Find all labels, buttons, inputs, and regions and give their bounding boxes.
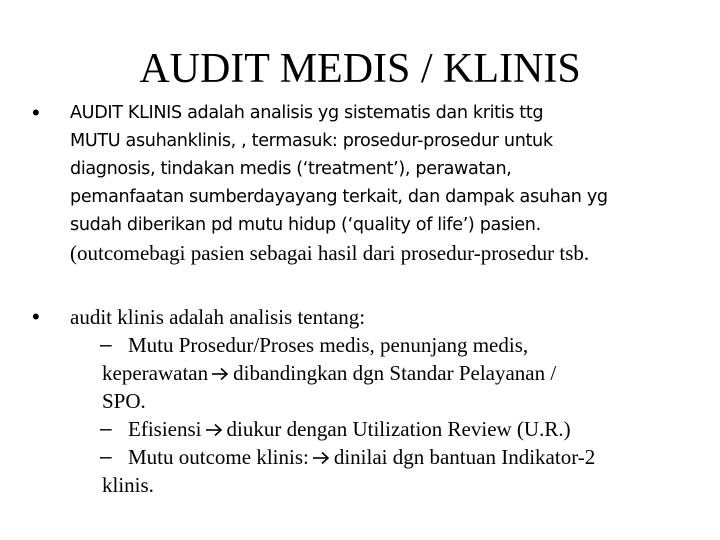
subitem2-line-1 — [128, 415, 571, 443]
bullet1-line-6: (outcomebagi pasien sebagai hasil dari prosedur-prosedur tsb. — [70, 241, 590, 265]
bullet2-intro: audit klinis adalah analisis tentang: — [70, 305, 366, 329]
dash-icon: – — [100, 445, 112, 468]
subitem3-start: Mutu outcome klinis: — [128, 445, 309, 469]
arrow-right-icon — [205, 423, 224, 437]
dash-icon: – — [100, 333, 112, 356]
bullet1-line-3: diagnosis, tindakan medis (‘treatment’), perawatan, — [70, 159, 512, 179]
subitem3-end: dinilai dgn bantuan Indikator-2 — [333, 445, 596, 469]
arrow-right-icon — [211, 367, 230, 381]
bullet1-line-2: MUTU asuhanklinis, , termasuk: prosedur-prosedur untuk — [70, 131, 553, 151]
subitem3-line-1 — [128, 443, 595, 471]
subitem1-line-3: SPO. — [102, 389, 146, 413]
slide-title: AUDIT MEDIS / KLINIS — [139, 46, 581, 92]
bullet1-line-5: sudah diberikan pd mutu hidup (‘quality of life’) pasien. — [70, 215, 541, 235]
bullet1-line-1: AUDIT KLINIS adalah analisis yg sistematis dan kritis ttg — [70, 103, 544, 123]
bullet-icon: • — [32, 304, 40, 329]
arrow-right-icon — [312, 451, 331, 465]
bullet-icon: • — [32, 100, 40, 125]
subitem1-line-2 — [102, 359, 556, 387]
subitem2-end: diukur dengan Utilization Review (U.R.) — [226, 417, 571, 441]
subitem1-line-2-end: dibandingkan dgn Standar Pelayanan / — [233, 361, 557, 385]
subitem1-line-1: Mutu Prosedur/Proses medis, penunjang medis, — [128, 333, 529, 357]
dash-icon: – — [100, 417, 112, 440]
bullet1-line-4: pemanfaatan sumberdayayang terkait, dan dampak asuhan yg — [70, 187, 608, 207]
subitem1-line-2-start: keperawatan — [102, 361, 209, 385]
subitem2-start: Efisiensi — [128, 417, 202, 441]
subitem3-line-2: klinis. — [102, 473, 154, 497]
